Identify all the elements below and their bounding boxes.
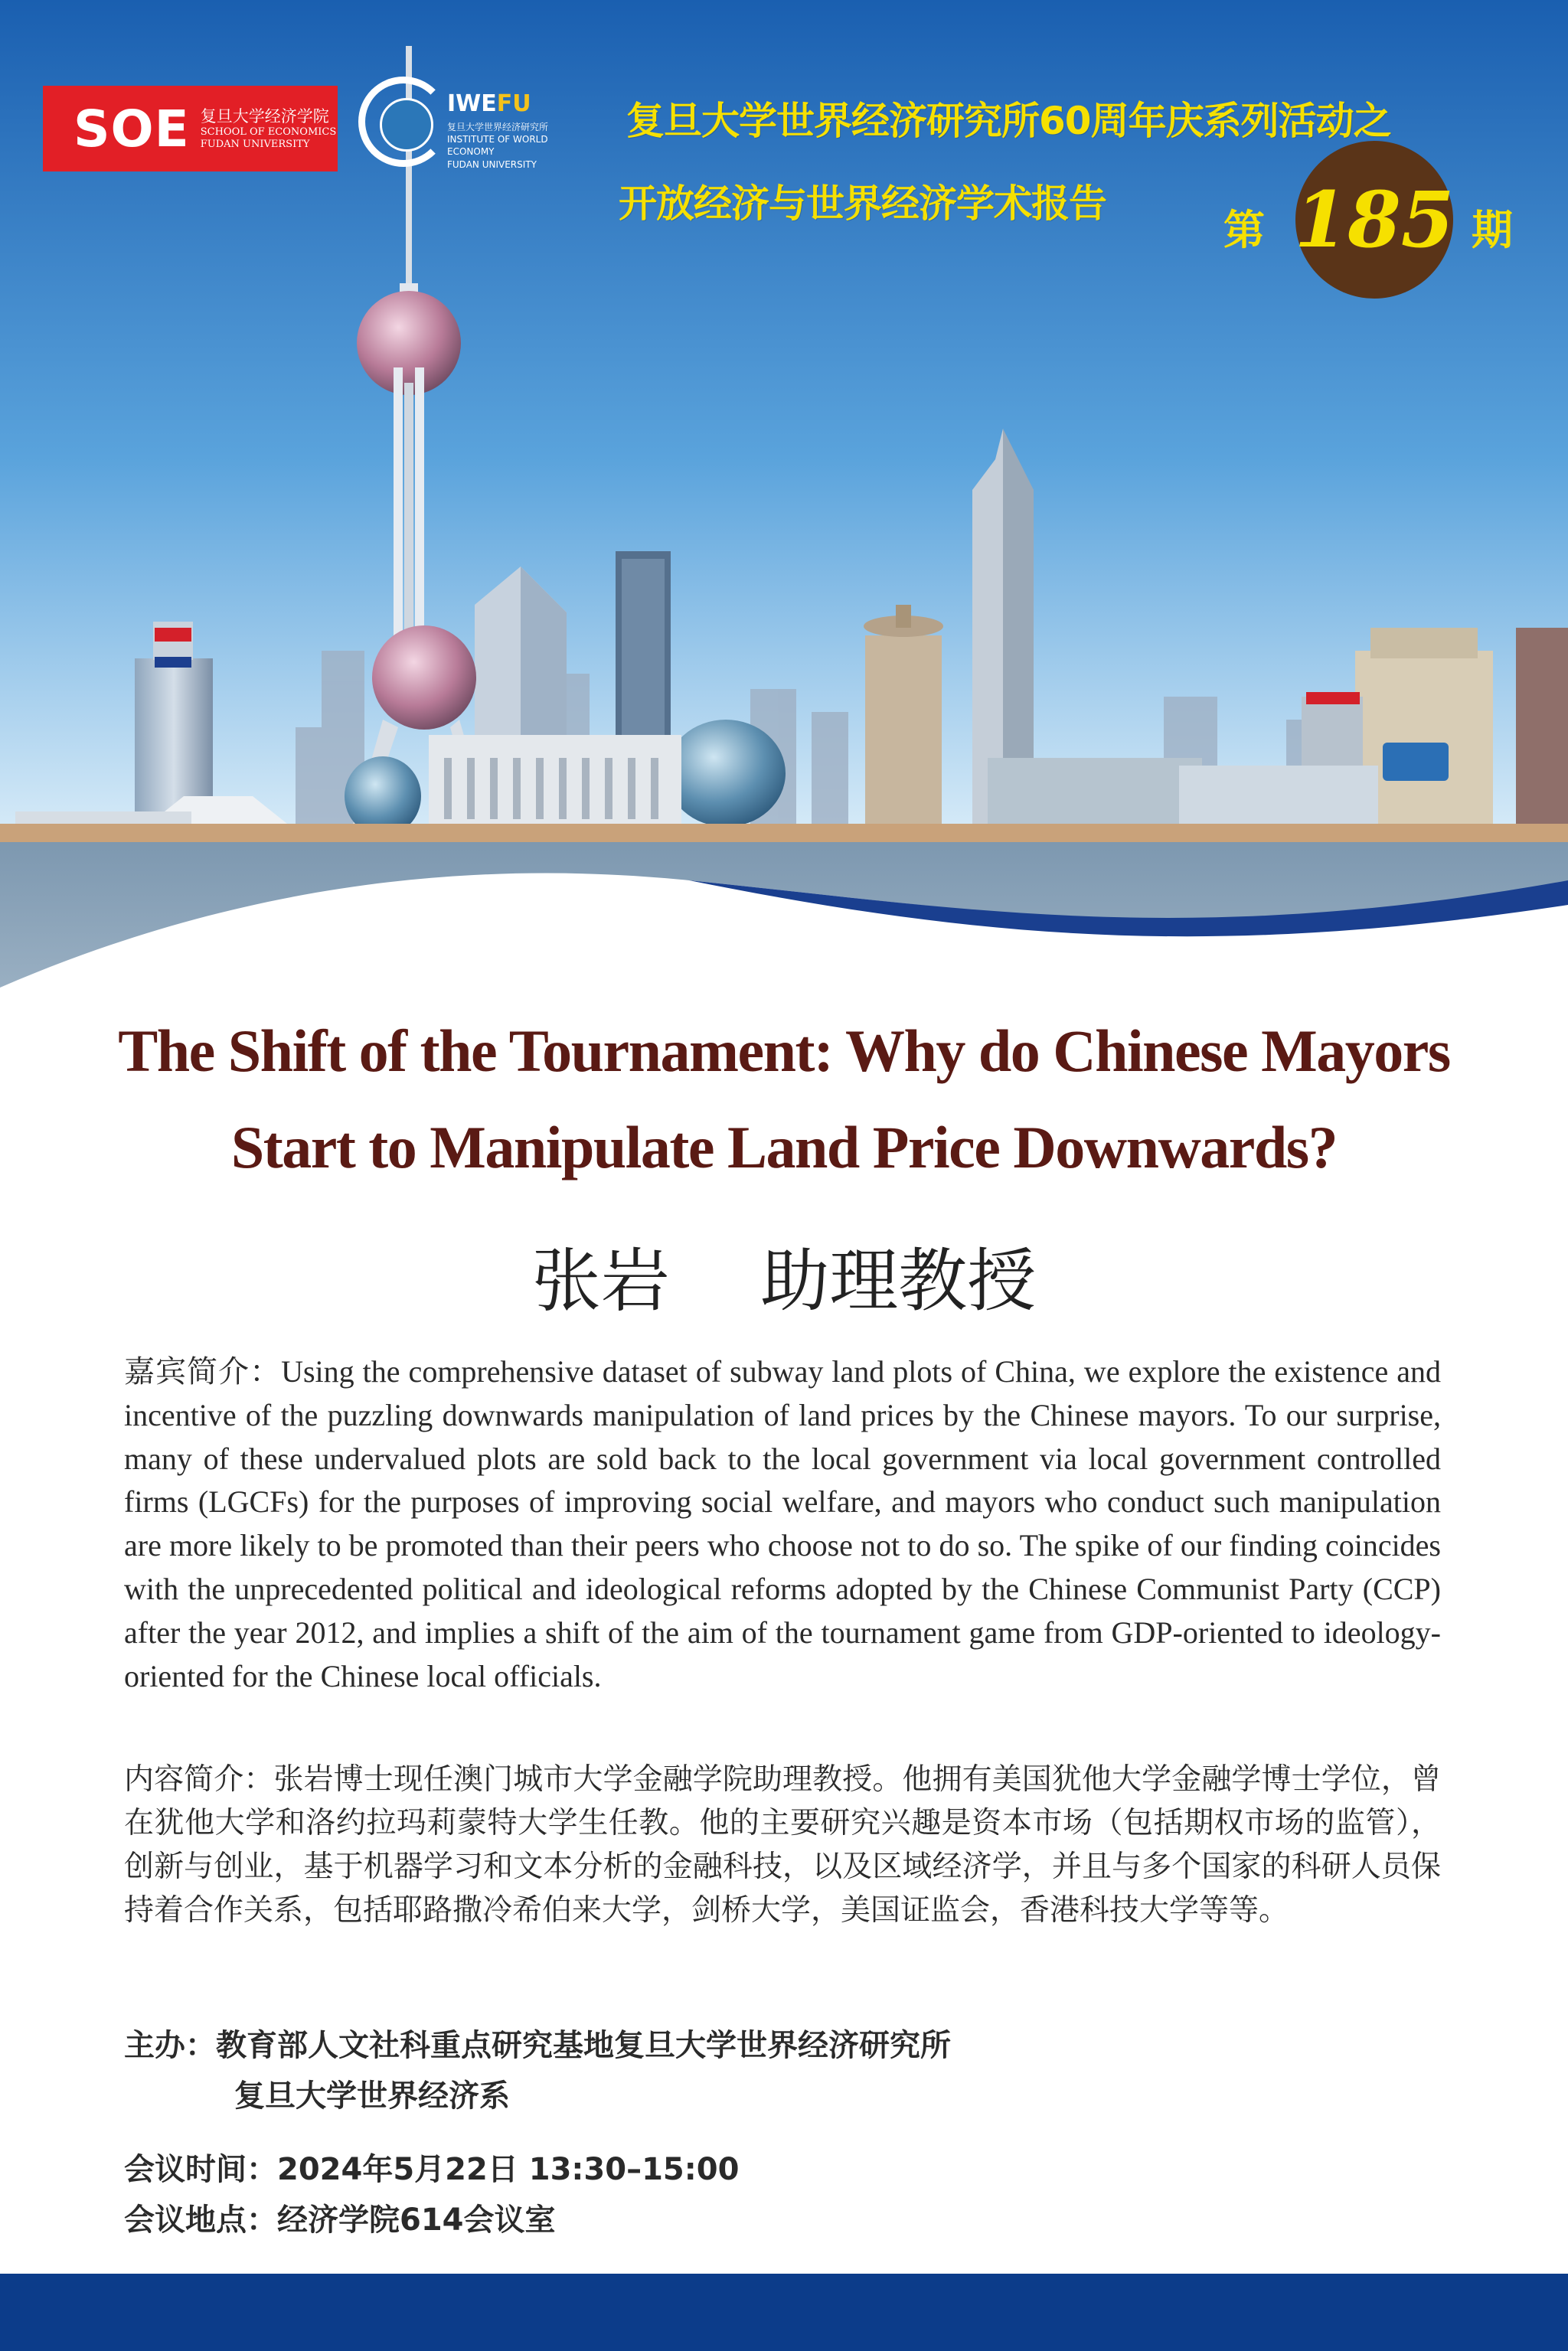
issue-prefix: 第 [1223,206,1265,254]
iwefu-logo-text [447,121,579,171]
series-title-line1: 复旦大学世界经济研究所60周年庆系列活动之 [626,99,1391,143]
speaker-name: 张岩 助理教授 [531,1241,1037,1321]
iwefu-abbr-accent: FU [496,90,531,117]
soe-logo-abbr: SOE [74,99,190,158]
iwefu-logo-name-cn: 复旦大学世界经济研究所 [447,122,549,132]
soe-logo-name-en-2: FUDAN UNIVERSITY [200,139,310,151]
meeting-place [124,2196,556,2239]
issue-number: 185 [1294,175,1455,265]
place-value: 经济学院614会议室 [277,2202,556,2238]
abstract-label: 嘉宾简介： [124,1354,282,1389]
soe-logo-name-cn: 复旦大学经济学院 [200,106,329,126]
iwefu-abbr-main: IWE [447,90,497,117]
soe-logo-text [201,106,337,152]
host-name-2: 复旦大学世界经济系 [234,2078,510,2114]
abstract-paragraph [124,1350,1441,1698]
globe-icon [380,98,433,152]
footer-bar [0,2274,1568,2351]
iwefu-logo-abbr [447,90,531,117]
iwefu-logo-name-en-2: FUDAN UNIVERSITY [447,158,537,170]
header-banner [0,0,1568,1018]
host-name-1: 教育部人文社科重点研究基地复旦大学世界经济研究所 [216,2028,951,2063]
bio-text: 张岩博士现任澳门城市大学金融学院助理教授。他拥有美国犹他大学金融学博士学位，曾在犹他大学和洛约拉玛莉蒙特大学生任教。他的主要研究兴趣是资本市场（包括期权市场的监管），创新与创业，基于机器学习和文本分析的金融科技，以及区域经济学，并且与多个国家的科研人员保持着合作关系，包括耶路撒冷希伯来大学，剑桥大学，美国证监会，香港科技大学等等。 [124,1762,1441,1928]
iwefu-logo-name-en-1: INSTITUTE OF WORLD ECONOMY [447,134,548,158]
host-line-1 [124,2021,951,2065]
meeting-time [124,2145,739,2189]
soe-logo-name-en-1: SCHOOL OF ECONOMICS [200,126,337,138]
time-value: 2024年5月22日 13:30–15:00 [277,2152,740,2187]
talk-title: The Shift of the Tournament: Why do Chinese Mayors Start to Manipulate Land Price Downwards? [118,1017,1450,1180]
issue-badge [1295,141,1453,299]
bio-label: 内容简介： [124,1762,274,1797]
abstract-text: Using the comprehensive dataset of subway land plots of China, we explore the existence and incentive of the puzzling downwards manipulation of land prices by the Chinese mayors. To our surprise, many of these undervalued plots are sold back to the local government via local government controlled firms (LGCFs) for the purposes of improving social welfare, and mayors who conduct such manipulation are more likely to be promoted than their peers who choose not to do so. The spike of our finding coincides with the unprecedented political and ideological reforms adopted by the Chinese Communist Party (CCP) after the year 2012, and implies a shift of the aim of the tournament game from GDP-oriented to ideology-oriented for the Chinese local officials. [124,1354,1442,1693]
time-label: 会议时间： [124,2152,277,2187]
bio-paragraph [124,1758,1441,1932]
issue-suffix: 期 [1472,206,1513,254]
series-title-line2: 开放经济与世界经济学术报告 [619,181,1106,226]
place-label: 会议地点： [124,2202,277,2238]
host-label: 主办： [124,2028,216,2063]
soe-logo [43,86,338,171]
iwefu-logo [357,73,579,181]
